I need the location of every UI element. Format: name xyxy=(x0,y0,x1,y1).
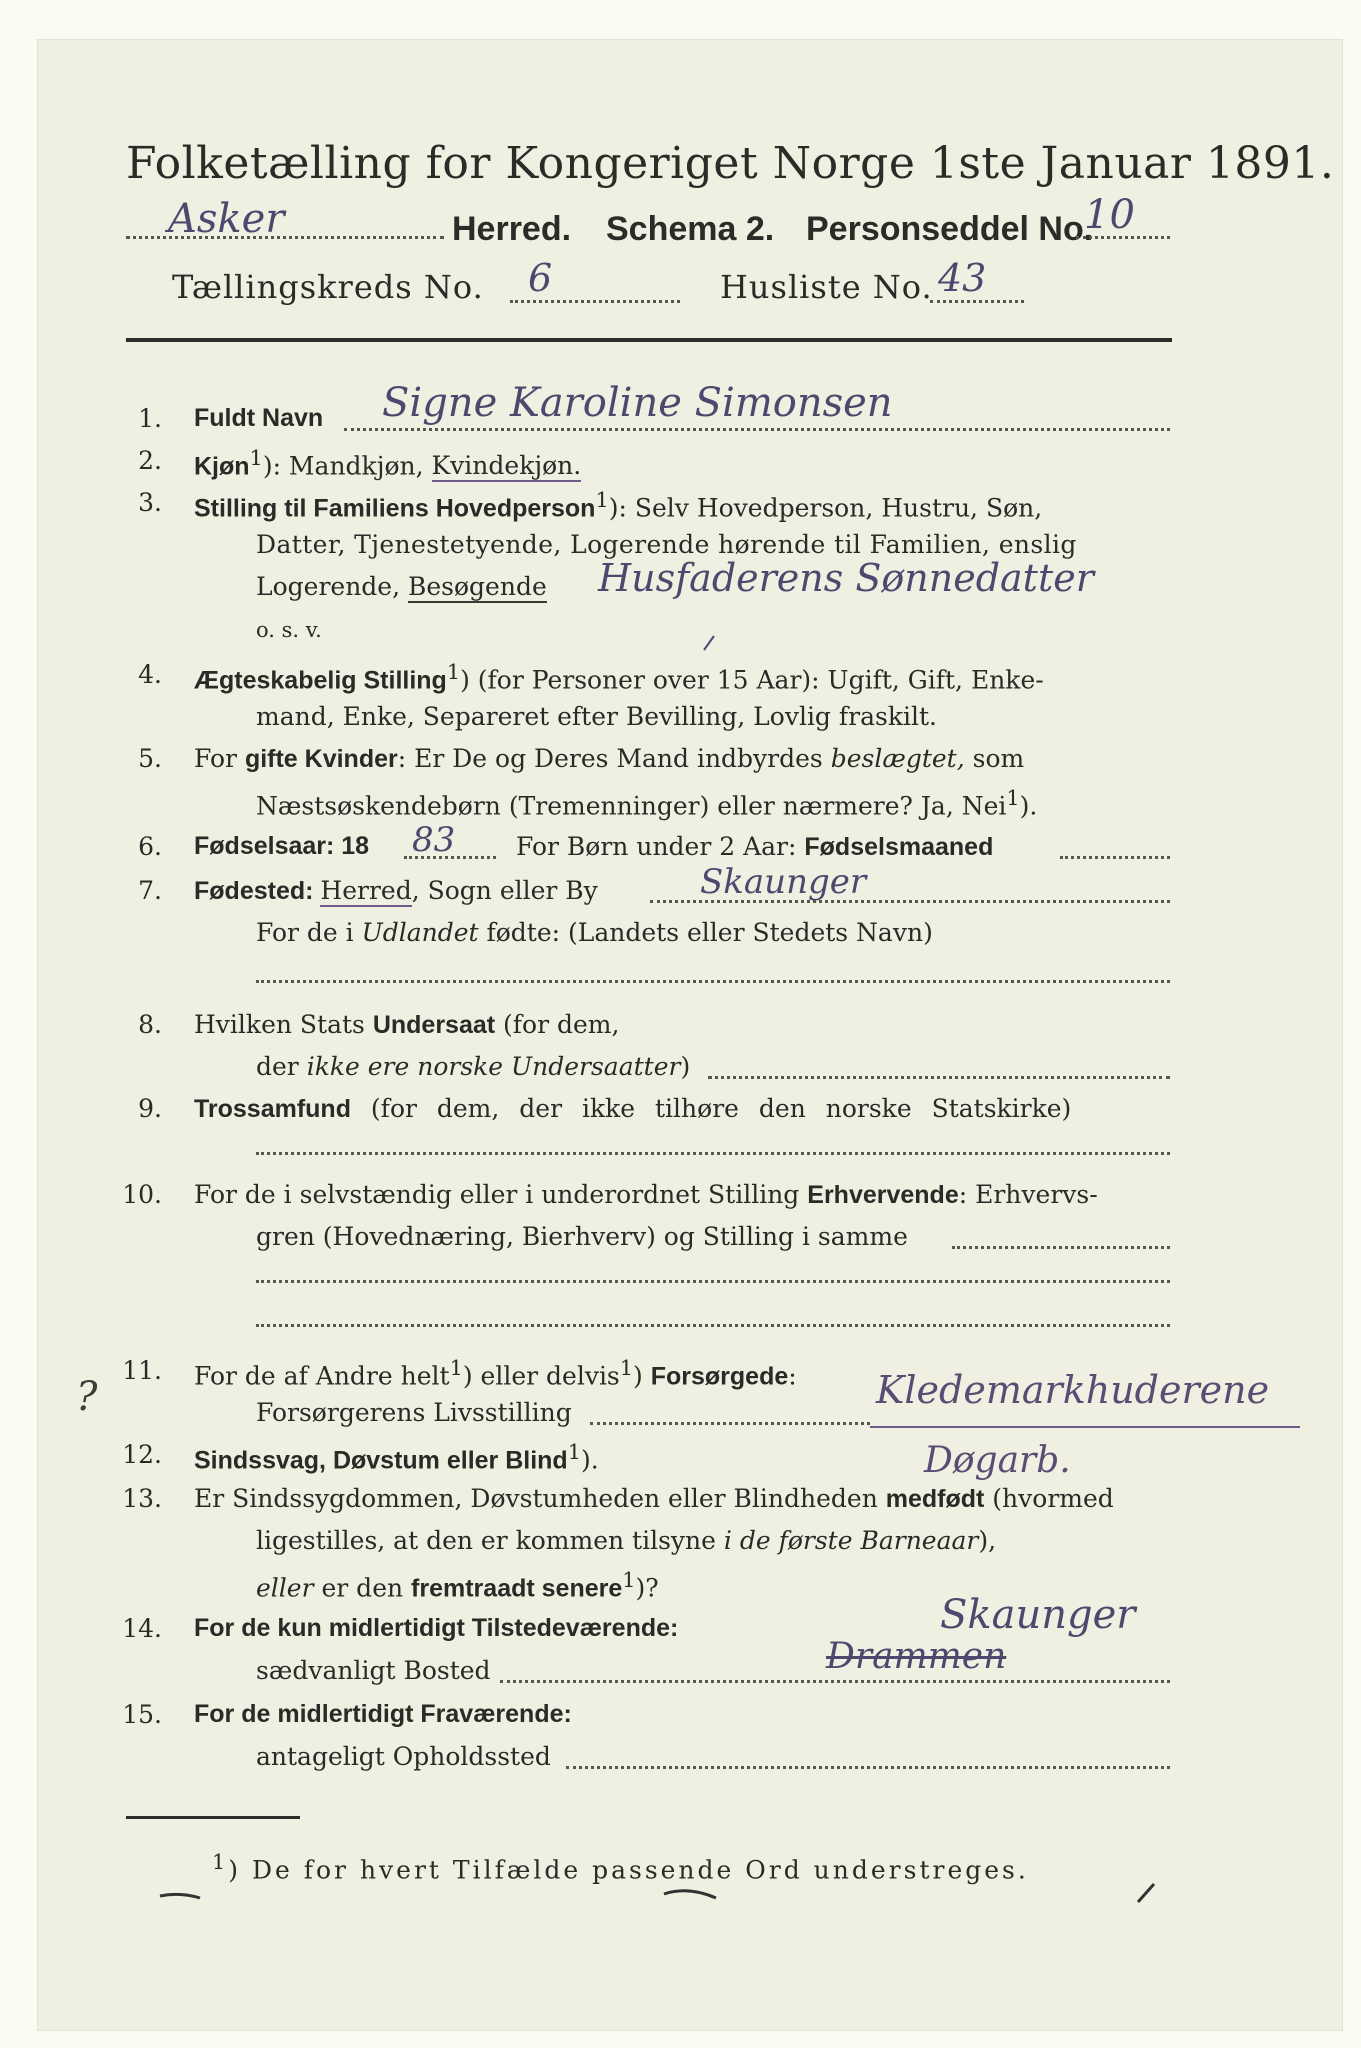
item-number-5: 5. xyxy=(138,744,162,773)
scratch-mark xyxy=(664,1891,716,1898)
gifte-question: : Er De og Deres Mand indbyrdes xyxy=(397,744,831,773)
label-forsorgede: Forsørgede xyxy=(650,1362,789,1391)
navn-handwritten: Signe Karoline Simonsen xyxy=(382,380,893,426)
scratch-mark xyxy=(160,1894,200,1898)
sindssvag-handwritten: Døgarb. xyxy=(924,1440,1071,1481)
footnote-text: ) De for hvert Tilfælde passende Ord understreges. xyxy=(228,1855,1029,1885)
erhverv-line-2: gren (Hovednæring, Bierhverv) og Stilling i samme xyxy=(256,1222,908,1251)
label-stilling: Stilling til Familiens Hovedperson xyxy=(194,494,596,523)
item-number-9: 9. xyxy=(138,1094,162,1123)
item-number-14: 14. xyxy=(122,1614,162,1643)
stilling-options-3: Logerende, xyxy=(256,572,408,601)
margin-note: ? xyxy=(76,1374,98,1420)
gifte-line-2: Næstsøskendebørn (Tremenninger) eller nærmere? Ja, Nei$^1$). xyxy=(256,786,1038,821)
gifte-beslaegtet: beslægtet, xyxy=(830,744,965,773)
item-number-7: 7. xyxy=(138,876,162,905)
label-fodselsmaaned: Fødselsmaaned xyxy=(804,833,994,861)
bosted-handwritten-struck: Drammen xyxy=(826,1636,1007,1677)
fodested-selected-herred: Herred xyxy=(320,876,412,905)
husliste-handwritten: 43 xyxy=(938,256,987,300)
label-forsorgerens-livsstilling: Forsørgerens Livsstilling xyxy=(256,1398,572,1427)
item-number-6: 6. xyxy=(138,832,162,861)
undersaat-prefix: Hvilken Stats xyxy=(194,1010,373,1039)
husliste-label: Husliste No. xyxy=(720,268,933,306)
herred-label: Herred. xyxy=(452,210,572,248)
fodselsaar-handwritten: 83 xyxy=(412,820,456,860)
item-number-8: 8. xyxy=(138,1010,162,1039)
label-fodested: Fødested: xyxy=(194,877,321,905)
stilling-options-1: ): Selv Hovedperson, Hustru, Søn, xyxy=(608,493,1043,523)
trossamfund-text: (for dem, der ikke tilhøre den norske Statskirke) xyxy=(350,1094,1072,1123)
medfodt-barneaar: i de første Barneaar xyxy=(723,1526,979,1555)
label-kjon: Kjøn xyxy=(194,452,250,481)
stilling-osv: o. s. v. xyxy=(256,618,322,642)
label-saedvanligt-bosted: sædvanligt Bosted xyxy=(256,1656,491,1685)
forsorgede-helt: For de af Andre helt xyxy=(194,1361,450,1391)
medfodt-eller: eller xyxy=(256,1573,314,1603)
item-number-15: 15. xyxy=(122,1700,162,1729)
kjon-options: ): Mandkjøn, xyxy=(262,451,432,481)
personseddel-label: Personseddel No. xyxy=(806,210,1094,248)
gifte-som: som xyxy=(964,744,1025,773)
gifte-prefix: For xyxy=(194,744,245,773)
schema-label: Schema 2. xyxy=(606,210,775,248)
footnote-mark: 1 xyxy=(449,1356,463,1380)
kreds-label: Tællingskreds No. xyxy=(172,268,484,306)
medfodt-hvormed: (hvormed xyxy=(984,1484,1114,1513)
forsorgede-paren: ) xyxy=(633,1361,651,1391)
label-opholdssted: antageligt Opholdssted xyxy=(256,1742,551,1771)
footnote-mark: 1 xyxy=(619,1356,634,1380)
label-tilstedevaerende: For de kun midlertidigt Tilstedeværende: xyxy=(194,1614,679,1642)
erhverv-prefix: For de i selvstændig eller i underordnet Stilling xyxy=(194,1180,808,1209)
kjon-selected-kvindekjon: Kvindekjøn. xyxy=(431,451,582,481)
forsorgede-line: For de af Andre helt$^1$) eller delvis$^1$) Forsørgede: xyxy=(194,1356,797,1391)
sindssvag-paren: ). xyxy=(580,1445,599,1475)
pen-stroke xyxy=(704,636,714,650)
undersaat-line-2: der ikke ere norske Undersaatter) xyxy=(256,1052,691,1081)
aegteskab-options-2: mand, Enke, Separeret efter Bevilling, Lovlig fraskilt. xyxy=(256,702,937,731)
udlandet-prefix: For de i xyxy=(256,918,362,947)
label-aegteskabelig-stilling: Ægteskabelig Stilling xyxy=(194,666,447,695)
kreds-handwritten: 6 xyxy=(528,256,553,300)
item-number-11: 11. xyxy=(122,1356,162,1385)
label-gifte-kvinder: gifte Kvinder xyxy=(244,745,398,773)
item-number-12: 12. xyxy=(122,1440,162,1469)
label-fravaerende: For de midlertidigt Fraværende: xyxy=(194,1700,572,1728)
item-number-10: 10. xyxy=(122,1180,162,1209)
udlandet-word: Udlandet xyxy=(361,918,479,947)
label-fodselsaar: Fødselsaar: 18 xyxy=(194,832,370,860)
footnote-mark: 1 xyxy=(446,660,461,684)
footnote-mark: 1 xyxy=(249,446,263,470)
medfodt-ligestilles: ligestilles, at den er kommen tilsyne xyxy=(256,1526,724,1555)
scratch-mark xyxy=(1138,1884,1154,1902)
fodested-handwritten: Skaunger xyxy=(700,862,867,902)
form-title: Folketælling for Kongeriget Norge 1ste Januar 1891. xyxy=(126,138,1335,189)
item-number-2: 2. xyxy=(138,446,162,475)
label-sindssvag: Sindssvag, Døvstum eller Blind xyxy=(194,1446,568,1475)
erhverv-suffix: : Erhvervs- xyxy=(958,1180,1098,1209)
label-trossamfund: Trossamfund xyxy=(194,1095,351,1123)
item-number-1: 1. xyxy=(138,404,162,433)
born-under-2-aar: For Børn under 2 Aar: xyxy=(516,832,805,861)
item-number-4: 4. xyxy=(138,660,162,689)
medfodt-end: )? xyxy=(635,1573,659,1603)
forsorgede-delvis: ) eller delvis xyxy=(462,1361,620,1391)
livsstilling-handwritten: Kledemarkhuderene xyxy=(876,1368,1270,1412)
undersaat-ikke-norske: ikke ere norske Undersaatter xyxy=(306,1052,681,1081)
undersaat-suffix: (for dem, xyxy=(495,1010,620,1039)
stilling-options-2: Datter, Tjenestetyende, Logerende hørende til Familien, enslig xyxy=(256,530,1077,559)
footnote-mark: 1 xyxy=(1006,786,1020,810)
label-medfodt: medfødt xyxy=(885,1485,985,1513)
label-undersaat: Undersaat xyxy=(372,1011,496,1039)
label-erhvervende: Erhvervende xyxy=(807,1181,959,1209)
personseddel-handwritten: 10 xyxy=(1084,192,1135,238)
footnote-mark: 1 xyxy=(595,488,609,512)
fodested-options: , Sogn eller By xyxy=(411,876,598,905)
item-number-3: 3. xyxy=(138,488,162,517)
medfodt-question: Er Sindssygdommen, Døvstumheden eller Blindheden xyxy=(194,1484,886,1513)
footnote-sup: 1 xyxy=(212,1850,229,1874)
gifte-options: Næstsøskendebørn (Tremenninger) eller nærmere? Ja, Nei xyxy=(256,791,1007,821)
undersaat-der: der xyxy=(256,1052,307,1081)
label-fuldt-navn: Fuldt Navn xyxy=(194,404,324,432)
medfodt-paren: ), xyxy=(978,1526,997,1555)
aegteskab-options-1: ) (for Personer over 15 Aar): Ugift, Gift, Enke- xyxy=(460,665,1044,695)
footnote-mark: 1 xyxy=(567,1440,581,1464)
herred-handwritten: Asker xyxy=(168,196,285,242)
udlandet-suffix: fødte: (Landets eller Stedets Navn) xyxy=(478,918,933,947)
footnote-mark: 1 xyxy=(622,1568,636,1592)
item-number-13: 13. xyxy=(122,1484,162,1513)
bosted-handwritten: Skaunger xyxy=(940,1592,1136,1638)
label-fremtraadt-senere: fremtraadt senere xyxy=(411,1574,623,1603)
stilling-selected-besogende: Besøgende xyxy=(408,572,547,601)
stilling-handwritten: Husfaderens Sønnedatter xyxy=(598,556,1094,600)
medfodt-er-den: er den xyxy=(313,1573,412,1603)
